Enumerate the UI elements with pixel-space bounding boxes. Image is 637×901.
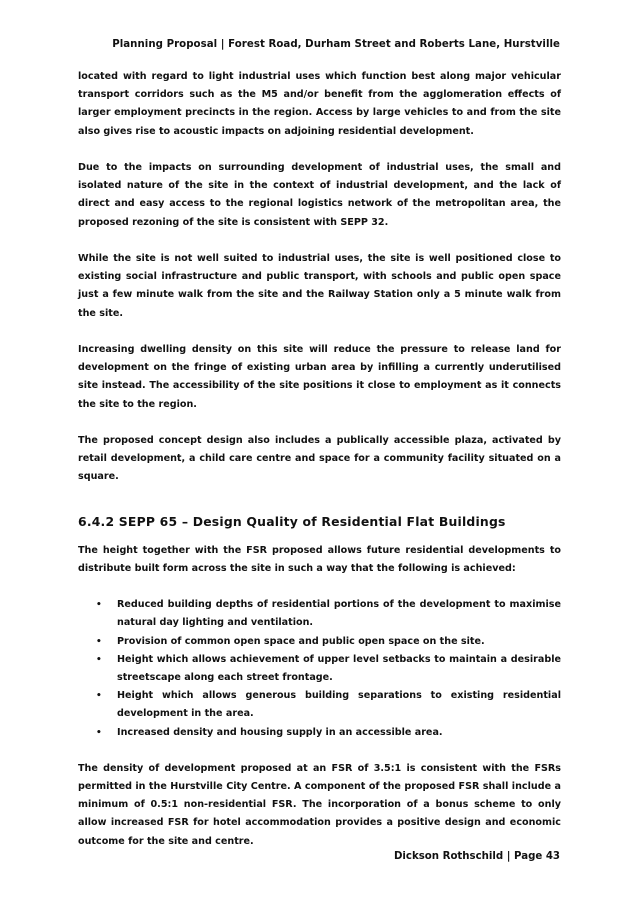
- list-item-text: Height which allows achievement of upper level setbacks to maintain a desirable streetscape along each street frontage.: [117, 653, 561, 684]
- section-intro-paragraph: The height together with the FSR proposed allows future residential developments to distribute built form across the site in such a way that the following is achieved:: [78, 544, 561, 574]
- page-content: [78, 68, 561, 869]
- section-heading: 6.4.2 SEPP 65 – Design Quality of Residential Flat Buildings: [78, 513, 506, 529]
- paragraph-site-position: While the site is not well suited to industrial uses, the site is well positioned close to existing social infrastructure and public transport, with schools and public open space just a few minute walk from the site and the Railway Station only a 5 minute walk from the site.: [78, 253, 561, 319]
- bullet-icon: •: [96, 636, 102, 647]
- list-item-text: Reduced building depths of residential portions of the development to maximise natural day lighting and ventilation.: [117, 599, 561, 629]
- bullet-icon: •: [96, 691, 102, 702]
- list-item-text: Provision of common open space and public open space on the site.: [117, 635, 485, 647]
- bullet-icon: •: [96, 654, 102, 665]
- list-item-text: Height which allows generous building separations to existing residential development in the area.: [117, 690, 561, 720]
- bullet-icon: •: [96, 600, 102, 611]
- page-header: Planning Proposal | Forest Road, Durham Street and Roberts Lane, Hurstville: [112, 39, 560, 50]
- list-item: [78, 633, 561, 651]
- list-item: [78, 687, 561, 723]
- paragraph-sepp-32: Due to the impacts on surrounding development of industrial uses, the small and isolated nature of the site in the context of industrial development, and the lack of direct and easy access to the regional logistics network of the metropolitan area, the proposed rezoning of the site is consistent with SEPP 32.: [78, 162, 561, 228]
- paragraph-fsr-density: The density of development proposed at an FSR of 3.5:1 is consistent with the FSRs permitted in the Hurstville City Centre. A component of the proposed FSR shall include a minimum of 0.5:1 non-residential FSR. The incorporation of a bonus scheme to only allow increased FSR for hotel accommodation provides a positive design and economic outcome for the site and centre.: [78, 762, 561, 847]
- page-footer: Dickson Rothschild | Page 43: [393, 851, 560, 862]
- paragraph-concept-design: The proposed concept design also includes a publically accessible plaza, activated by retail development, a child care centre and space for a community facility situated on a square.: [78, 435, 561, 483]
- paragraph-industrial-uses: located with regard to light industrial uses which function best along major vehicular transport corridors such as the M5 and/or benefit from the agglomeration effects of larger employment precincts in the region. Access by large vehicles to and from the site also gives rise to acoustic impacts on adjoining residential development.: [78, 71, 561, 137]
- list-item: [78, 596, 561, 632]
- list-item-text: Increased density and housing supply in an accessible area.: [117, 726, 443, 738]
- bullet-list: [78, 596, 561, 742]
- paragraph-dwelling-density: Increasing dwelling density on this site will reduce the pressure to release land for development on the fringe of existing urban area by infilling a currently underutilised site instead. The accessibility of the site positions it close to employment as it connects the site to the region.: [78, 344, 561, 410]
- list-item: [78, 651, 561, 687]
- bullet-icon: •: [96, 727, 102, 738]
- list-item: [78, 724, 561, 742]
